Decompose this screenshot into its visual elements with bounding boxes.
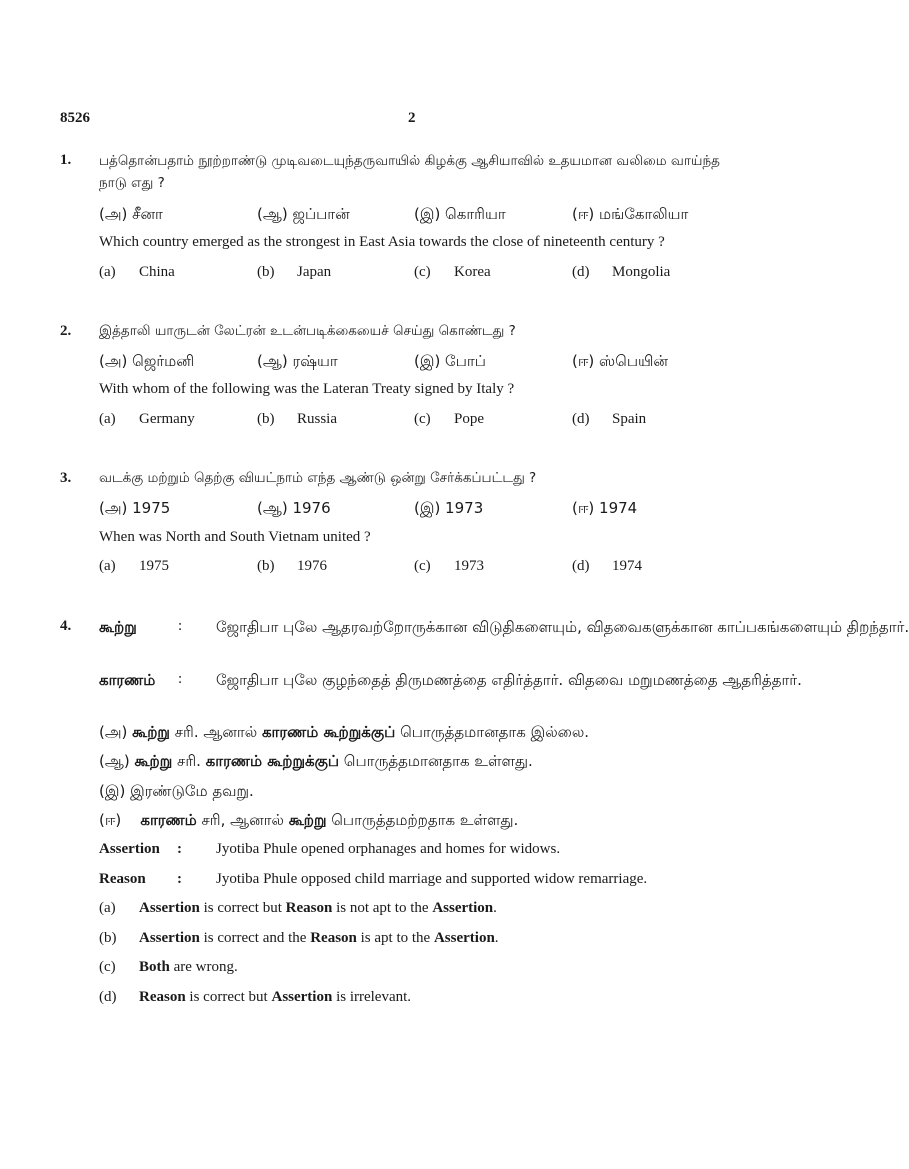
option-text: Germany [139,411,195,427]
option-label: (b) [99,930,117,946]
option-text: Korea [454,264,491,280]
option-text: சரி. [172,752,206,770]
bold-term: Both [139,959,170,975]
english-question: When was North and South Vietnam united ? [99,529,371,545]
tamil-option: (ஆ) 1976 [257,499,331,517]
tamil-reason-text: ஜோதிபா புலே குழந்தைத் திருமணத்தை எதிர்த்தார். விதவை மறுமணத்தை ஆதரித்தார். [216,671,802,689]
option-label: (d) [572,558,590,574]
option-text: 1974 [612,558,642,574]
option-label: (a) [99,900,116,916]
tamil-option: (ஆ) ஜப்பான் [257,205,350,223]
option-label: (d) [99,989,117,1005]
bold-term: கூற்று [132,723,170,741]
option-label: (c) [414,411,431,427]
option-text: is apt to the [356,930,434,946]
option-text: is not apt to the [332,900,433,916]
english-option [572,264,670,281]
tamil-option: (அ) 1975 [99,499,171,517]
english-option [572,558,642,575]
english-question: Which country emerged as the strongest in East Asia towards the close of nineteenth century ? [99,234,665,250]
question-number: 3. [60,470,72,486]
option-label: (d) [572,264,590,280]
option-label: (ஆ) [99,752,130,770]
reason-label: Reason [99,871,146,887]
option-text: China [139,264,175,280]
english-option [257,411,337,428]
bold-term: Reason [310,930,357,946]
option-text: பொருத்தமானதாக உள்ளது. [339,752,533,770]
option-label: (c) [414,264,431,280]
bold-term: காரணம் [140,811,197,829]
assertion-text: Jyotiba Phule opened orphanages and homes for widows. [216,841,561,857]
bold-term: காரணம் கூற்றுக்குப் [261,723,396,741]
option-label: (c) [414,558,431,574]
option-label: (b) [257,558,275,574]
page-number: 2 [408,110,416,126]
option-text: இரண்டுமே தவறு. [130,782,254,800]
bold-term: காரணம் கூற்றுக்குப் [205,752,340,770]
option-text: . [493,900,497,916]
reason-text: Jyotiba Phule opposed child marriage and supported widow remarriage. [216,871,648,887]
english-option [99,989,411,1006]
bold-term: Reason [139,989,186,1005]
tamil-option: (இ) கொரியா [414,205,506,223]
paper-code: 8526 [60,110,90,126]
question-number: 2. [60,323,72,339]
option-text: 1975 [139,558,169,574]
tamil-option: (ஆ) ரஷ்யா [257,352,338,370]
assertion-label: Assertion [99,841,160,857]
english-option [257,264,331,281]
english-option [99,264,175,281]
colon: : [177,871,182,887]
tamil-option: (ஈ) மங்கோலியா [572,205,689,223]
tamil-option [99,782,254,802]
tamil-option [99,752,533,772]
question-number: 4. [60,618,72,634]
tamil-assertion-text: ஜோதிபா புலே ஆதரவற்றோருக்கான விடுதிகளையும், விதவைகளுக்கான காப்பகங்களையும் திறந்தார். [216,618,909,636]
tamil-option: (அ) சீனா [99,205,163,223]
tamil-option: (அ) ஜெர்மனி [99,352,195,370]
colon: : [178,671,183,687]
tamil-reason-label: காரணம் [99,671,156,689]
option-label: (d) [572,411,590,427]
english-option [99,959,238,976]
bold-term: Assertion [433,930,495,946]
option-text: சரி, ஆனால் [196,811,289,829]
option-text: are wrong. [169,959,238,975]
option-text: Russia [297,411,338,427]
option-label: (ஈ) [99,811,122,829]
english-option [99,558,169,575]
option-text: 1976 [297,558,327,574]
english-option [572,411,646,428]
option-text: is irrelevant. [332,989,412,1005]
english-option [414,411,484,428]
option-text: Spain [612,411,647,427]
bold-term: Assertion [271,989,333,1005]
tamil-option: (இ) போப் [414,352,486,370]
tamil-question: வடக்கு மற்றும் தெற்கு வியட்நாம் எந்த ஆண்டு ஒன்று சேர்க்கப்பட்டது ? [99,470,537,486]
english-option [99,930,499,947]
tamil-option: (ஈ) 1974 [572,499,638,517]
bold-term: கூற்று [288,811,327,829]
bold-term: Assertion [139,930,200,946]
option-label: (a) [99,264,116,280]
question-number: 1. [60,152,72,168]
option-text: . [494,930,499,946]
colon: : [177,841,182,857]
colon: : [178,618,183,634]
english-option [414,264,491,281]
option-text: is correct and the [199,930,311,946]
option-text: சரி. ஆனால் [169,723,262,741]
english-option [414,558,484,575]
tamil-option: (இ) 1973 [414,499,484,517]
tamil-assertion-label: கூற்று [99,618,137,636]
english-option [99,411,195,428]
option-label: (a) [99,411,116,427]
bold-term: Assertion [139,900,200,916]
option-text: Pope [454,411,484,427]
option-label: (c) [99,959,116,975]
option-label: (இ) [99,782,126,800]
bold-term: Reason [285,900,333,916]
option-text: is correct but [199,900,286,916]
option-label: (b) [257,411,275,427]
tamil-question: இத்தாலி யாருடன் லேட்ரன் உடன்படிக்கையைச் செய்து கொண்டது ? [99,323,516,339]
option-text: is correct but [185,989,272,1005]
english-option [99,900,497,917]
english-question: With whom of the following was the Lateran Treaty signed by Italy ? [99,381,515,397]
option-label: (b) [257,264,275,280]
option-text: Mongolia [612,264,671,280]
option-text: Japan [297,264,332,280]
option-label: (a) [99,558,116,574]
option-label: (அ) [99,723,128,741]
english-option [257,558,327,575]
bold-term: கூற்று [134,752,173,770]
tamil-option [99,811,518,831]
tamil-question: பத்தொன்பதாம் நூற்றாண்டு முடிவடையுந்தருவாயில் கிழக்கு ஆசியாவில் உதயமான வலிமை வாய்ந்த நாடு எது ? [99,153,720,191]
tamil-option [99,723,589,743]
option-text: பொருத்தமற்றதாக உள்ளது. [326,811,519,829]
option-text: 1973 [454,558,484,574]
bold-term: Assertion [432,900,494,916]
tamil-option: (ஈ) ஸ்பெயின் [572,352,668,370]
option-text: பொருத்தமானதாக இல்லை. [395,723,590,741]
